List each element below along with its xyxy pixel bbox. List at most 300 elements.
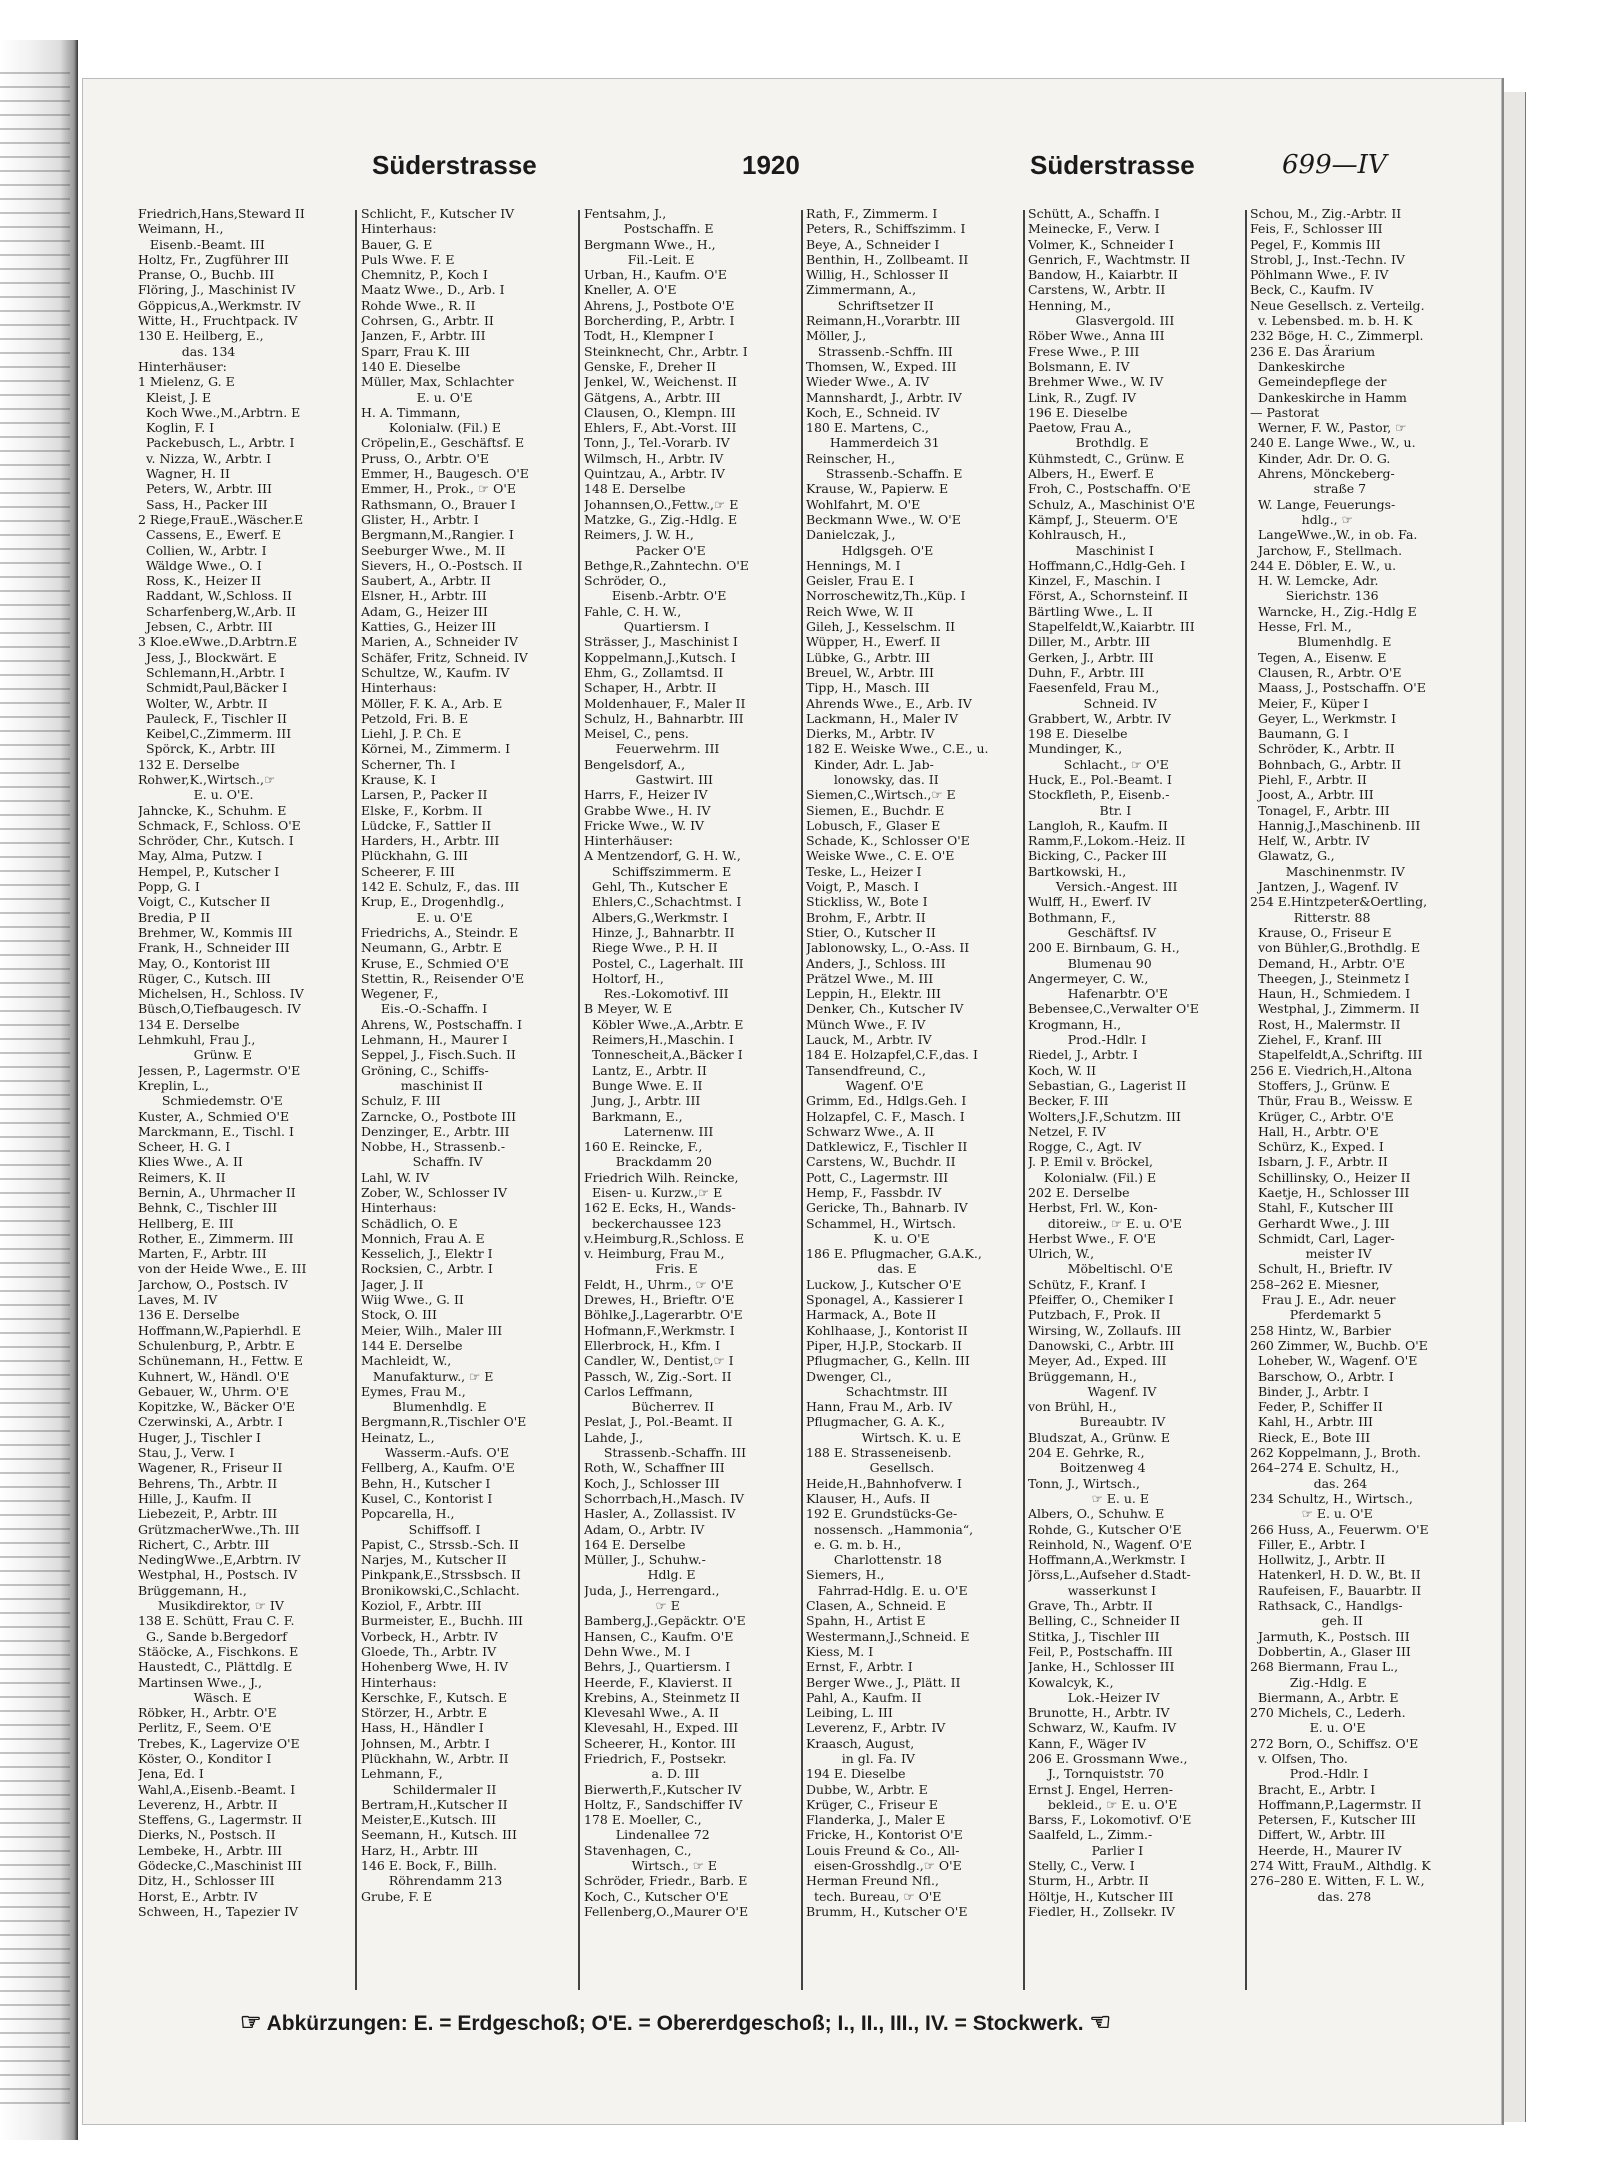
directory-entry: Schädlich, O. E [361, 1215, 458, 1231]
directory-entry: Münch Wwe., F. IV [806, 1016, 926, 1032]
directory-entry: 160 E. Reincke, F., [584, 1139, 703, 1155]
directory-entry: Meister,E.,Kutsch. III [361, 1812, 497, 1828]
directory-entry: Pegel, F., Kommis III [1250, 236, 1381, 252]
directory-entry: Röhrendamm 213 [361, 1873, 503, 1889]
directory-entry: Denzinger, E., Arbtr. III [361, 1123, 510, 1139]
directory-entry: Tegen, A., Eisenw. E [1250, 649, 1387, 665]
directory-entry: Hinterhaus: [361, 221, 437, 237]
directory-entry: Jarchow, O., Postsch. IV [138, 1276, 288, 1292]
directory-entry: Glister, H., Arbtr. I [361, 511, 479, 527]
directory-entry: Schult, H., Brieftr. IV [1250, 1261, 1393, 1277]
directory-entry: Steinknecht, Chr., Arbtr. I [584, 343, 748, 359]
directory-entry: Hinterhaus: [361, 1200, 437, 1216]
directory-entry: Diller, M., Arbtr. III [1028, 634, 1151, 650]
directory-entry: J. P. Emil v. Bröckel, [1028, 1154, 1153, 1170]
directory-entry: Blumenhdlg. E [1250, 634, 1392, 650]
directory-entry: Volmer, K., Schneider I [1028, 236, 1174, 252]
directory-entry: Hille, J., Kaufm. II [138, 1490, 252, 1506]
directory-entry: Anders, J., Schloss. III [806, 955, 946, 971]
directory-entry: Wagenf. O'E [806, 1077, 924, 1093]
directory-entry: Filler, E., Arbtr. I [1250, 1536, 1366, 1552]
directory-entry: Kuster, A., Schmied O'E [138, 1108, 290, 1124]
directory-entry: Lindenallee 72 [584, 1827, 710, 1843]
directory-entry: Theegen, J., Steinmetz I [1250, 970, 1410, 986]
directory-entry: Demand, H., Arbtr. O'E [1250, 955, 1405, 971]
directory-entry: Schachtmstr. III [806, 1383, 948, 1399]
directory-entry: Kolonialw. (Fil.) E [1028, 1169, 1157, 1185]
directory-entry: Gebauer, W., Uhrm. O'E [138, 1383, 289, 1399]
directory-entry: Genske, F., Dreher II [584, 358, 717, 374]
directory-entry: Lahde, J., [584, 1429, 644, 1445]
directory-entry: Krüger, C., Friseur E [806, 1796, 938, 1812]
directory-entry: Bethge,R.,Zahntechn. O'E [584, 557, 749, 573]
directory-entry: Blumenhdlg. E [361, 1399, 487, 1415]
directory-entry: Tonn, J., Wirtsch., [1028, 1475, 1140, 1491]
directory-entry: Strassenb.-Schaffn. E [806, 466, 963, 482]
directory-entry: Kinzel, F., Maschin. I [1028, 573, 1161, 589]
directory-entry: Bengelsdorf, A., [584, 756, 686, 772]
directory-entry: Rother, E., Zimmerm. III [138, 1230, 294, 1246]
directory-entry: Bandow, H., Kaiarbtr. II [1028, 267, 1178, 283]
directory-entry: Bebensee,C.,Verwalter O'E [1028, 1001, 1199, 1017]
column-divider [1245, 210, 1247, 1990]
directory-entry: Gehl, Th., Kutscher E [584, 879, 728, 895]
directory-entry: Brothdlg. E [1028, 435, 1149, 451]
directory-entry: Janke, H., Schlosser III [1028, 1659, 1175, 1675]
directory-entry: Lackmann, H., Maler IV [806, 710, 959, 726]
directory-entry: Rüger, C., Kutsch. III [138, 970, 271, 986]
directory-entry: 186 E. Pflugmacher, G.A.K., [806, 1246, 982, 1262]
directory-entry: Seppel, J., Fisch.Such. II [361, 1047, 516, 1063]
directory-entry: Scherner, Th. I [361, 756, 456, 772]
directory-entry: Albers,G.,Werkmstr. I [584, 909, 728, 925]
directory-entry: Kuhnert, W., Händl. O'E [138, 1368, 290, 1384]
directory-entry: straße 7 [1250, 481, 1367, 497]
directory-entry: ☞ E. u. O'E [1250, 1506, 1373, 1522]
directory-entry: H. W. Lemcke, Adr. [1250, 573, 1379, 589]
directory-entry: Danowski, C., Arbtr. III [1028, 1337, 1175, 1353]
directory-entry: Wieder Wwe., A. IV [806, 374, 930, 390]
directory-entry: 264–274 E. Schultz, H., [1250, 1460, 1400, 1476]
directory-entry: Schröder, Chr., Kutsch. I [138, 833, 294, 849]
directory-entry: Peters, W., Arbtr. III [138, 481, 272, 497]
directory-entry: Feder, P., Schiffer II [1250, 1399, 1383, 1415]
directory-entry: Koppelmann,J.,Kutsch. I [584, 649, 736, 665]
directory-entry: Genrich, F., Wachtmstr. II [1028, 251, 1191, 267]
directory-entry: Meinecke, F., Verw. I [1028, 221, 1160, 237]
directory-entry: Bauer, G. E [361, 236, 433, 252]
directory-entry: 136 E. Derselbe [138, 1307, 240, 1323]
directory-entry: Kühmstedt, C., Grünw. E [1028, 450, 1185, 466]
directory-entry: Wagner, H. II [138, 466, 230, 482]
directory-entry: Röbker, H., Arbtr. O'E [138, 1705, 277, 1721]
directory-entry: Wulff, H., Ewerf. IV [1028, 894, 1151, 910]
directory-entry: W. Lange, Feuerungs- [1250, 496, 1396, 512]
directory-entry: Brumm, H., Kutscher O'E [806, 1903, 968, 1919]
directory-entry: Weimann, H., [138, 221, 224, 237]
directory-entry: 260 Zimmer, W., Buchb. O'E [1250, 1337, 1428, 1353]
directory-entry: Ernst J. Engel, Herren- [1028, 1781, 1173, 1797]
directory-entry: Siemen, E., Buchdr. E [806, 802, 945, 818]
directory-entry: Wegener, F., [361, 986, 439, 1002]
directory-entry: Paetow, Frau A., [1028, 420, 1132, 436]
directory-entry: Hemp, F., Fassbdr. IV [806, 1185, 942, 1200]
directory-entry: Büsch,O,Tiefbaugesch. IV [138, 1001, 301, 1017]
directory-entry: Mundinger, K., [1028, 741, 1123, 757]
directory-entry: Packebusch, L., Arbtr. I [138, 435, 295, 451]
directory-entry: Fellberg, A., Kaufm. O'E [361, 1460, 515, 1476]
directory-entry: Ahrens, J., Postbote O'E [584, 297, 735, 313]
directory-entry: Drewes, H., Brieftr. O'E [584, 1292, 735, 1308]
directory-entry: 182 E. Weiske Wwe., C.E., u. [806, 741, 989, 757]
directory-entry: Bärtling Wwe., L. II [1028, 603, 1153, 619]
directory-entry: Schütz, F., Kranf. I [1028, 1276, 1146, 1292]
directory-entry: Bronikowski,C.,Schlacht. [361, 1582, 520, 1598]
directory-entry: Beye, A., Schneider I [806, 236, 940, 252]
directory-entry: Cröpelin,E., Geschäftsf. E [361, 435, 525, 451]
directory-entry: Westphal, J., Zimmerm. II [1250, 1001, 1420, 1017]
directory-entry: Bothmann, F., [1028, 909, 1116, 925]
directory-entry: ☞ E [584, 1598, 680, 1614]
directory-entry: Stock, O. III [361, 1307, 437, 1323]
directory-entry: Bertram,H.,Kutscher II [361, 1796, 508, 1812]
directory-entry: Monnich, Frau A. E [361, 1230, 485, 1246]
directory-entry: das. 264 [1250, 1475, 1368, 1491]
directory-entry: Schäfer, Fritz, Schneid. IV [361, 649, 528, 665]
directory-entry: 266 Huss, A., Feuerwm. O'E [1250, 1521, 1429, 1537]
directory-entry: Liebezeit, P., Arbtr. III [138, 1506, 278, 1522]
directory-entry: 144 E. Derselbe [361, 1337, 463, 1353]
directory-entry: Matzke, G., Zig.-Hdlg. E [584, 511, 738, 527]
directory-entry: Hatenkerl, H. D. W., Bt. II [1250, 1567, 1421, 1583]
directory-entry: Wilmsch, H., Arbtr. IV [584, 450, 724, 466]
directory-entry: Hafenarbtr. O'E [1028, 986, 1168, 1002]
directory-entry: Sebastian, G., Lagerist II [1028, 1077, 1187, 1093]
directory-entry: Hass, H., Händler I [361, 1720, 484, 1736]
directory-entry: Reimers, K. II [138, 1169, 226, 1185]
directory-entry: Wirtsch. K. u. E [806, 1429, 962, 1445]
directory-entry: Sturm, H., Arbtr. II [1028, 1873, 1149, 1889]
directory-entry: LangeWwe.,W., in ob. Fa. [1250, 527, 1418, 543]
directory-entry: 236 E. Das Ärarium [1250, 343, 1376, 359]
directory-entry: Biermann, A., Arbtr. E [1250, 1689, 1399, 1705]
directory-entry: Meier, Wilh., Maler III [361, 1322, 503, 1338]
directory-entry: Voigt, C., Kutscher II [138, 894, 271, 910]
directory-entry: Grabbe Wwe., H. IV [584, 802, 711, 818]
directory-entry: Feil, P., Postschaffn. III [1028, 1643, 1173, 1659]
directory-entry: Kiess, M. I [806, 1643, 874, 1659]
directory-entry: Elske, F., Korbm. II [361, 802, 483, 818]
directory-entry: Klevesahl, H., Exped. III [584, 1720, 739, 1736]
directory-entry: Dierks, N., Postsch. II [138, 1827, 276, 1843]
directory-entry: Leverenz, H., Arbtr. II [138, 1796, 278, 1812]
directory-entry: Müller, Max, Schlachter [361, 374, 514, 390]
directory-entry: Glasvergold. III [1028, 313, 1175, 329]
directory-entry: Harrs, F., Heizer IV [584, 787, 708, 803]
directory-entry: Schlacht., ☞ O'E [1028, 756, 1169, 772]
directory-entry: Rohwer,K.,Wirtsch.,☞ [138, 771, 276, 787]
directory-entry: Dubbe, W., Arbtr. E [806, 1781, 928, 1797]
directory-entry: Hinterhaus: [361, 1674, 437, 1690]
directory-entry: Eisenb.-Arbtr. O'E [584, 588, 727, 604]
directory-entry: Wäsch. E [138, 1689, 252, 1705]
directory-entry: Zarncke, O., Postbote III [361, 1108, 517, 1124]
directory-entry: Thomsen, W., Exped. III [806, 358, 957, 374]
directory-entry: Reimann,H.,Vorarbtr. III [806, 313, 961, 329]
directory-entry: Stavenhagen, C., [584, 1842, 692, 1858]
directory-entry: Bartkowski, H., [1028, 863, 1127, 879]
directory-entry: Röber Wwe., Anna III [1028, 328, 1165, 344]
directory-entry: Lantz, E., Arbtr. II [584, 1062, 707, 1078]
directory-entry: 194 E. Dieselbe [806, 1766, 906, 1782]
directory-entry: von Brühl, H., [1028, 1399, 1117, 1415]
directory-entry: Czerwinski, A., Arbtr. I [138, 1414, 283, 1430]
directory-entry: Friedrich, F., Postsekr. [584, 1750, 727, 1766]
directory-entry: Tipp, H., Masch. III [806, 680, 930, 696]
directory-entry: GrützmacherWwe.,Th. III [138, 1521, 300, 1537]
directory-entry: Barschow, O., Arbtr. I [1250, 1368, 1394, 1384]
directory-entry: Passch, W., Zig.-Sort. II [584, 1368, 732, 1384]
directory-entry: Parlier I [1028, 1842, 1144, 1858]
directory-entry: Spahn, H., Artist E [806, 1613, 926, 1629]
directory-entry: Schulz, H., Bahnarbtr. III [584, 710, 744, 726]
directory-entry: Gerken, J., Arbtr. III [1028, 649, 1154, 665]
directory-entry: Tonn, J., Tel.-Vorarb. IV [584, 435, 730, 451]
directory-entry: Klevesahl Wwe., A. II [584, 1705, 719, 1721]
directory-entry: Grimm, Ed., Hdlgs.Geh. I [806, 1093, 967, 1109]
directory-entry: Jager, J. II [361, 1276, 424, 1292]
directory-entry: Kowalcyk, K., [1028, 1674, 1114, 1690]
directory-entry: Ramm,F.,Lokom.-Heiz. II [1028, 833, 1186, 849]
directory-entry: Kleist, J. E [138, 389, 212, 405]
directory-entry: Ellerbrock, H., Kfm. I [584, 1337, 721, 1353]
directory-entry: 254 E.Hintzpeter&Oertling, [1250, 894, 1428, 910]
directory-entry: Seeburger Wwe., M. II [361, 542, 506, 558]
directory-entry: Jessen, P., Lagermstr. O'E [138, 1062, 301, 1078]
directory-entry: Helf, W., Arbtr. IV [1250, 833, 1370, 849]
directory-entry: Dwenger, Cl., [806, 1368, 892, 1384]
directory-entry: Adam, O., Arbtr. IV [584, 1521, 705, 1537]
directory-entry: Wohlfahrt, M. O'E [806, 496, 921, 512]
directory-entry: Rieck, E., Bote III [1250, 1429, 1371, 1445]
directory-entry: Bamberg,J.,Gepäcktr. O'E [584, 1613, 746, 1629]
directory-entry: May, Alma, Putzw. I [138, 848, 263, 864]
directory-entry: Grave, Th., Arbtr. II [1028, 1598, 1153, 1614]
directory-entry: Denker, Ch., Kutscher IV [806, 1001, 964, 1017]
directory-entry: von der Heide Wwe., E. III [138, 1261, 307, 1277]
directory-entry: Ahrens, W., Postschaffn. I [361, 1016, 523, 1032]
directory-entry: Kesselich, J., Elektr I [361, 1246, 493, 1262]
directory-entry: Heinatz, L., [361, 1429, 435, 1445]
directory-entry: Höltje, H., Kutscher III [1028, 1888, 1174, 1904]
directory-entry: Rost, H., Malermstr. II [1250, 1016, 1401, 1032]
directory-entry: Btr. I [1028, 802, 1132, 818]
directory-entry: Rohde, G., Kutscher O'E [1028, 1521, 1182, 1537]
directory-entry: nossensch. „Hammonia“, [806, 1521, 974, 1537]
directory-entry: Holzapfel, C. F., Masch. I [806, 1108, 965, 1124]
directory-entry: Hannig,J.,Maschinenb. III [1250, 817, 1421, 833]
directory-entry: Marckmann, E., Tischl. I [138, 1123, 294, 1139]
directory-entry: Vorbeck, H., Arbtr. IV [361, 1628, 498, 1644]
directory-entry: 146 E. Bock, F., Billh. [361, 1858, 497, 1874]
directory-entry: Plückhahn, W., Arbtr. II [361, 1750, 509, 1766]
directory-entry: e. G. m. b. H., [806, 1536, 902, 1552]
directory-entry: Heerde, F., Klavierst. II [584, 1674, 733, 1690]
directory-entry: Bracht, E., Arbtr. I [1250, 1781, 1376, 1797]
directory-entry: Quintzau, A., Arbtr. IV [584, 466, 725, 482]
directory-entry: Meyer, Ad., Exped. III [1028, 1353, 1167, 1369]
directory-entry: Schultze, W., Kaufm. IV [361, 664, 510, 680]
directory-entry: Schlemann,H.,Arbtr. I [138, 664, 285, 680]
directory-entry: Först, A., Schornsteinf. II [1028, 588, 1188, 604]
directory-entry: Fiedler, H., Zollsekr. IV [1028, 1903, 1175, 1919]
directory-entry: Friedrich Wilh. Reincke, [584, 1169, 739, 1185]
directory-entry: Stapelfeldt,A.,Schriftg. III [1250, 1047, 1423, 1063]
directory-entry: Strassenb.-Schffn. III [806, 343, 953, 359]
directory-entry: Geyer, L., Werkmstr. I [1250, 710, 1397, 726]
directory-entry: Reinscher, H., [806, 450, 896, 466]
directory-entry: Brehmer, W., Kommis III [138, 924, 293, 940]
directory-entry: 258–262 E. Miesner, [1250, 1276, 1380, 1292]
directory-entry: Fahrrad-Hdlg. E. u. O'E [806, 1582, 968, 1598]
directory-entry: Peters, R., Schiffszimm. I [806, 221, 966, 237]
directory-entry: Huger, J., Tischler I [138, 1429, 261, 1445]
directory-entry: Haun, H., Schmiedem. I [1250, 986, 1411, 1002]
directory-entry: Fahle, C. H. W., [584, 603, 682, 619]
directory-entry: Dobbertin, A., Glaser III [1250, 1643, 1411, 1659]
directory-entry: Larsen, P., Packer II [361, 787, 488, 803]
directory-entry: Ehm, G., Zollamtsd. II [584, 664, 724, 680]
directory-entry: das. E [806, 1261, 917, 1277]
directory-entry: Rohde Wwe., R. II [361, 297, 476, 313]
directory-entry: Differt, W., Arbtr. III [1250, 1827, 1386, 1843]
directory-entry: Bergmann,M.,Rangier. I [361, 527, 514, 543]
directory-entry: Schmack, F., Schloss. O'E [138, 817, 301, 833]
header-year: 1920 [742, 150, 800, 180]
directory-entry: Res.-Lokomotivf. III [584, 986, 729, 1002]
directory-entry: Grabbert, W., Arbtr. IV [1028, 710, 1171, 726]
directory-entry: Maschinist I [1028, 542, 1154, 558]
directory-entry: Friedrichs, A., Steindr. E [361, 924, 519, 940]
directory-entry: Leverenz, F., Arbtr. IV [806, 1720, 946, 1736]
directory-entry: Heide,H.,Bahnhofverw. I [806, 1475, 962, 1491]
directory-entry: Danielczak, J., [806, 527, 896, 543]
directory-entry: Meisel, C., pens. [584, 726, 689, 742]
directory-entry: Reich Wwe, W. II [806, 603, 914, 619]
directory-entry: Ditz, H., Schlosser III [138, 1873, 275, 1889]
directory-entry: Eis.-O.-Schaffn. I [361, 1001, 488, 1017]
directory-entry: Ritterstr. 88 [1250, 909, 1371, 925]
directory-entry: Tonnescheit,A.,Bäcker I [584, 1047, 743, 1063]
directory-entry: Luckow, J., Kutscher O'E [806, 1276, 962, 1292]
directory-entry: Jarchow, F., Stellmach. [1250, 542, 1403, 558]
directory-entry: 140 E. Dieselbe [361, 358, 461, 374]
directory-entry: Schürz, K., Exped. I [1250, 1139, 1384, 1155]
directory-entry: 198 E. Dieselbe [1028, 726, 1128, 742]
directory-entry: Kusel, C., Kontorist I [361, 1490, 493, 1506]
directory-entry: Kruse, E., Schmied O'E [361, 955, 509, 971]
directory-entry: Laves, M. IV [138, 1292, 218, 1308]
directory-entry: Schiffszimmerm. E [584, 863, 732, 879]
directory-entry: Harz, H., Arbtr. III [361, 1842, 479, 1858]
directory-entry: Schmidt,Paul,Bäcker I [138, 680, 288, 696]
directory-entry: Roth, W., Schaffner III [584, 1460, 725, 1476]
directory-entry: Reinhold, N., Wagenf. O'E [1028, 1536, 1193, 1552]
directory-entry: Köbler Wwe.,A.,Arbtr. E [584, 1016, 744, 1032]
directory-entry: Huck, E., Pol.-Beamt. I [1028, 771, 1172, 787]
directory-entry: Hofmann,F.,Werkmstr. I [584, 1322, 735, 1338]
directory-entry: Neumann, G., Arbtr. E [361, 940, 502, 956]
directory-entry: Jung, J., Arbtr. III [584, 1093, 701, 1109]
directory-entry: Wagener, R., Friseur II [138, 1460, 283, 1476]
directory-entry: ditoreiw., ☞ E. u. O'E [1028, 1215, 1182, 1231]
directory-entry: Tansendfreund, C., [806, 1062, 926, 1078]
directory-entry: Kerschke, F., Kutsch. E [361, 1689, 508, 1705]
directory-entry: Schröder, O., [584, 573, 667, 589]
directory-entry: Cassens, E., Ewerf. E [138, 527, 282, 543]
directory-entry: Gesellsch. [806, 1460, 935, 1476]
directory-entry: Bierwerth,F.,Kutscher IV [584, 1781, 742, 1797]
column-5 [1028, 206, 1242, 1996]
directory-entry: Herbst Wwe., F. O'E [1028, 1230, 1157, 1246]
header-street-left: Süderstrasse [372, 150, 537, 180]
directory-entry: Schiffsoff. I [361, 1521, 481, 1537]
directory-entry: Beck, C., Kaufm. IV [1250, 282, 1374, 298]
directory-entry: Narjes, M., Kutscher II [361, 1552, 507, 1568]
directory-entry: Warncke, H., Zig.-Hdlg E [1250, 603, 1417, 619]
directory-entry: 164 E. Derselbe [584, 1536, 686, 1552]
directory-entry: E. u. O'E [1250, 1720, 1366, 1736]
directory-entry: Hinze, J., Bahnarbtr. II [584, 924, 735, 940]
directory-entry: Zober, W., Schlosser IV [361, 1185, 508, 1200]
directory-entry: Ahrends Wwe., E., Arb. IV [806, 695, 972, 711]
directory-entry: K. u. O'E [806, 1230, 930, 1246]
directory-entry: Moldenhauer, F., Maler II [584, 695, 746, 711]
directory-entry: Peslat, J., Pol.-Beamt. II [584, 1414, 733, 1430]
directory-entry: Kaetje, H., Schlosser III [1250, 1185, 1410, 1200]
directory-entry: Popcarella, H., [361, 1506, 455, 1522]
directory-entry: Friedrich,Hans,Steward II [138, 206, 305, 221]
column-6 [1250, 206, 1482, 1996]
directory-entry: Pauleck, F., Tischler II [138, 710, 287, 726]
column-divider [1023, 210, 1025, 1990]
column-4 [806, 206, 1020, 1996]
directory-entry: Packer O'E [584, 542, 706, 558]
directory-entry: Mannshardt, J., Arbtr. IV [806, 389, 962, 405]
directory-entry: Stapelfeldt,W.,Kaiarbtr. III [1028, 619, 1195, 635]
directory-entry: Petersen, F., Kutscher III [1250, 1812, 1416, 1828]
directory-entry: Möller, J., [806, 328, 867, 344]
directory-entry: Reimers, J. W. H., [584, 527, 694, 543]
directory-entry: NedingWwe.,E,Arbtrn. IV [138, 1552, 301, 1568]
directory-entry: das. 134 [138, 343, 236, 359]
directory-entry: May, O., Kontorist III [138, 955, 271, 971]
directory-entry: Flöring, J., Maschinist IV [138, 282, 296, 298]
directory-entry: Lok.-Heizer IV [1028, 1689, 1160, 1705]
directory-entry: Herman Freund Nfl., [806, 1873, 939, 1889]
directory-entry: Pflugmacher, G., Kelln. III [806, 1353, 970, 1369]
directory-entry: Pruss, O., Arbtr. O'E [361, 450, 490, 466]
directory-entry: Clausen, O., Klempn. III [584, 404, 736, 420]
directory-entry: Stockfleth, P., Eisenb.- [1028, 787, 1170, 803]
column-3 [584, 206, 798, 1996]
directory-entry: Kohlhaase, J., Kontorist II [806, 1322, 968, 1338]
directory-entry: Kann, F., Wäger IV [1028, 1735, 1147, 1751]
directory-entry: Lobusch, F., Glaser E [806, 817, 941, 833]
column-divider [355, 210, 357, 1990]
directory-entry: Jörss,L.,Aufseher d.Stadt- [1028, 1567, 1191, 1583]
directory-entry: Koch, E., Schneid. IV [806, 404, 940, 420]
